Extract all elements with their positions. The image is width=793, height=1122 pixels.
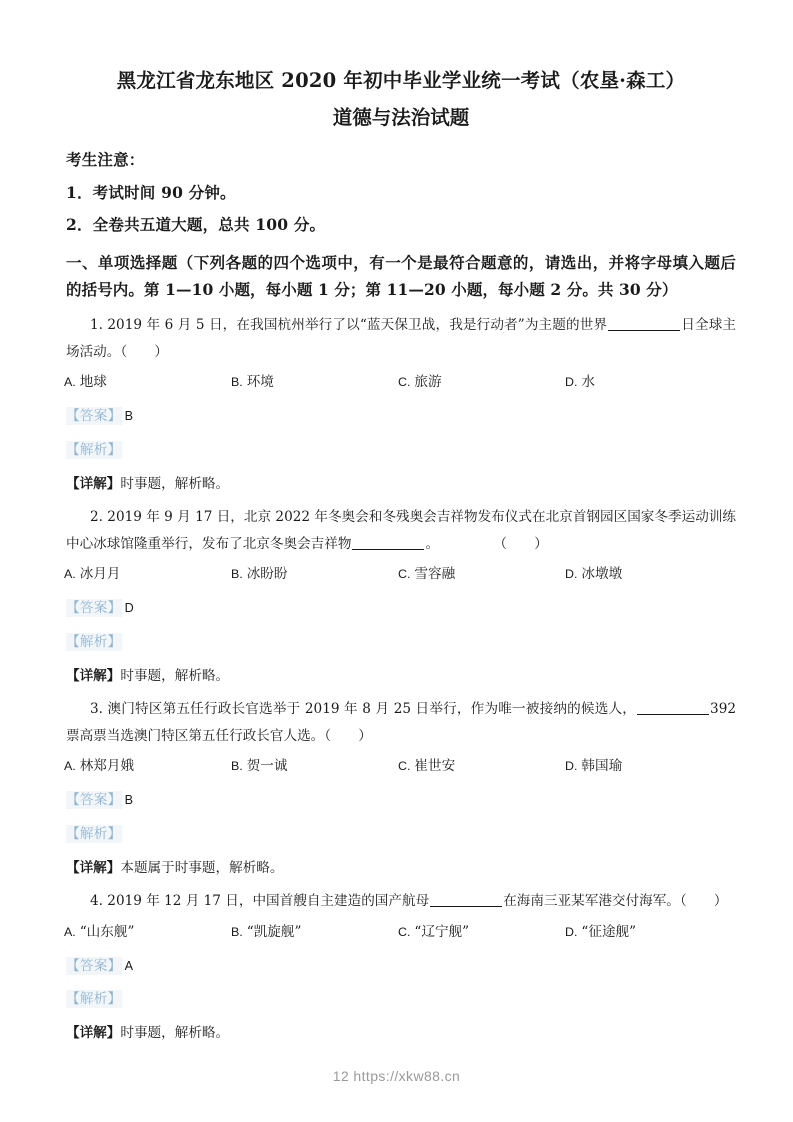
option-text: 贺一诚 [246, 758, 288, 775]
option-letter: A. [64, 759, 76, 774]
answer-line [66, 598, 736, 620]
page-content [66, 0, 736, 1045]
page-subtitle: 道德与法治试题 [332, 106, 470, 130]
option-list [64, 372, 736, 394]
detail-text: 时事题，解析略。 [120, 475, 230, 492]
option-letter: D. [565, 759, 578, 774]
analysis-line [66, 989, 736, 1011]
notice-line-1: 1．考试时间 90 分钟。 [66, 182, 236, 202]
question-stem-after: 在海南三亚某军港交付海军。（ ） [503, 893, 728, 910]
question-stem-after: 。 （ ） [425, 535, 548, 552]
option-list [64, 922, 736, 944]
analysis-tag: 【解析】 [66, 633, 122, 650]
detail-tag: 【详解】 [66, 1025, 121, 1042]
option-d[interactable] [565, 564, 732, 586]
question-stem-before: 4. 2019 年 12 月 17 日，中国首艘自主建造的国产航母 [90, 893, 430, 910]
detail-tag: 【详解】 [66, 859, 121, 876]
answer-line [66, 406, 736, 428]
fill-blank [608, 330, 680, 331]
option-list [64, 564, 736, 586]
option-letter: D. [565, 375, 578, 390]
question-stem [66, 504, 736, 557]
answer-line [66, 956, 736, 978]
question-1 [66, 312, 736, 495]
option-letter: C. [398, 924, 411, 939]
analysis-tag: 【解析】 [66, 991, 122, 1008]
detail-line [66, 666, 736, 688]
detail-line [66, 858, 736, 880]
option-letter: C. [398, 567, 411, 582]
candidate-notice [66, 152, 736, 233]
detail-tag: 【详解】 [66, 667, 121, 684]
option-b[interactable] [231, 756, 398, 778]
question-stem-before: 3. 澳门特区第五任行政长官选举于 2019 年 8 月 25 日举行，作为唯一被接纳的候选人， [90, 701, 637, 718]
option-text: 崔世安 [414, 758, 456, 775]
question-stem [66, 312, 736, 365]
option-text: 韩国瑜 [581, 758, 623, 775]
option-a[interactable] [64, 922, 231, 944]
option-text: 雪容融 [414, 566, 456, 583]
detail-tag: 【详解】 [66, 475, 121, 492]
answer-tag: 【答案】 [66, 408, 122, 425]
answer-tag: 【答案】 [66, 600, 122, 617]
detail-text: 时事题，解析略。 [120, 1025, 230, 1042]
option-b[interactable] [231, 922, 398, 944]
option-a[interactable] [64, 564, 231, 586]
question-stem [66, 888, 736, 915]
analysis-line [66, 440, 736, 462]
page-watermark: 12 https://xkw88.cn [332, 1068, 461, 1084]
analysis-tag: 【解析】 [66, 441, 122, 458]
option-a[interactable] [64, 372, 231, 394]
option-b[interactable] [231, 564, 398, 586]
answer-value: A [124, 958, 133, 973]
notice-heading: 考生注意： [66, 150, 145, 170]
option-text: 地球 [79, 374, 107, 391]
option-text: 林郑月娥 [79, 758, 135, 775]
question-stem-after: 日全球主场活动。（ ） [66, 317, 737, 360]
option-text: 冰月月 [79, 566, 121, 583]
answer-tag: 【答案】 [66, 957, 122, 974]
analysis-line [66, 632, 736, 654]
option-text: “山东舰” [79, 923, 135, 940]
option-b[interactable] [231, 372, 398, 394]
analysis-line [66, 824, 736, 846]
fill-blank [637, 714, 709, 715]
page-title: 黑龙江省龙东地区 2020 年初中毕业学业统一考试（农垦·森工） [116, 69, 686, 92]
option-letter: A. [64, 567, 76, 582]
option-letter: A. [64, 924, 76, 939]
fill-blank [430, 906, 502, 907]
option-text: 冰盼盼 [246, 566, 288, 583]
section-heading-multiple-choice: 一、单项选择题（下列各题的四个选项中，有一个是最符合题意的，请选出，并将字母填入题后的括号内。第 1—10 小题，每小题 1 分；第 11—20 小题，每小题 2 分。共 30 分） [66, 252, 736, 299]
analysis-tag: 【解析】 [66, 825, 122, 842]
answer-value: B [124, 793, 133, 808]
option-d[interactable] [565, 756, 732, 778]
option-letter: A. [64, 375, 76, 390]
option-text: 冰墩墩 [581, 566, 623, 583]
option-letter: B. [231, 924, 243, 939]
question-stem [66, 696, 736, 749]
question-stem-before: 1. 2019 年 6 月 5 日，在我国杭州举行了以“蓝天保卫战，我是行动者”为主题的世界 [90, 317, 608, 334]
detail-text: 本题属于时事题，解析略。 [120, 859, 284, 876]
option-letter: D. [565, 924, 578, 939]
answer-line [66, 790, 736, 812]
option-letter: B. [231, 759, 243, 774]
option-a[interactable] [64, 756, 231, 778]
question-3 [66, 696, 736, 879]
option-text: “征途舰” [581, 923, 637, 940]
option-text: 水 [581, 374, 595, 391]
fill-blank [352, 549, 424, 550]
question-4 [66, 888, 736, 1045]
answer-value: D [124, 601, 134, 616]
detail-line [66, 1023, 736, 1045]
option-c[interactable] [398, 922, 565, 944]
option-c[interactable] [398, 564, 565, 586]
option-text: 环境 [246, 374, 274, 391]
option-letter: C. [398, 375, 411, 390]
option-text: “辽宁舰” [414, 923, 470, 940]
option-c[interactable] [398, 756, 565, 778]
option-letter: B. [231, 567, 243, 582]
option-text: 旅游 [414, 374, 442, 391]
option-letter: D. [565, 567, 578, 582]
option-letter: C. [398, 759, 411, 774]
option-letter: B. [231, 375, 243, 390]
question-stem-after: 392 票高票当选澳门特区第五任行政长官人选。（ ） [66, 701, 736, 744]
answer-value: B [124, 409, 133, 424]
notice-line-2: 2．全卷共五道大题，总共 100 分。 [66, 215, 326, 235]
detail-line [66, 474, 736, 496]
answer-tag: 【答案】 [66, 792, 122, 809]
option-c[interactable] [398, 372, 565, 394]
option-list [64, 756, 736, 778]
detail-text: 时事题，解析略。 [120, 667, 230, 684]
question-stem-before: 2. 2019 年 9 月 17 日，北京 2022 年冬奥会和冬残奥会吉祥物发布仪式在北京首钢园区国家冬季运动训练中心冰球馆隆重举行，发布了北京冬奥会吉祥物 [66, 509, 736, 552]
option-text: “凯旋舰” [246, 923, 302, 940]
option-d[interactable] [565, 922, 732, 944]
question-2 [66, 504, 736, 687]
option-d[interactable] [565, 372, 732, 394]
